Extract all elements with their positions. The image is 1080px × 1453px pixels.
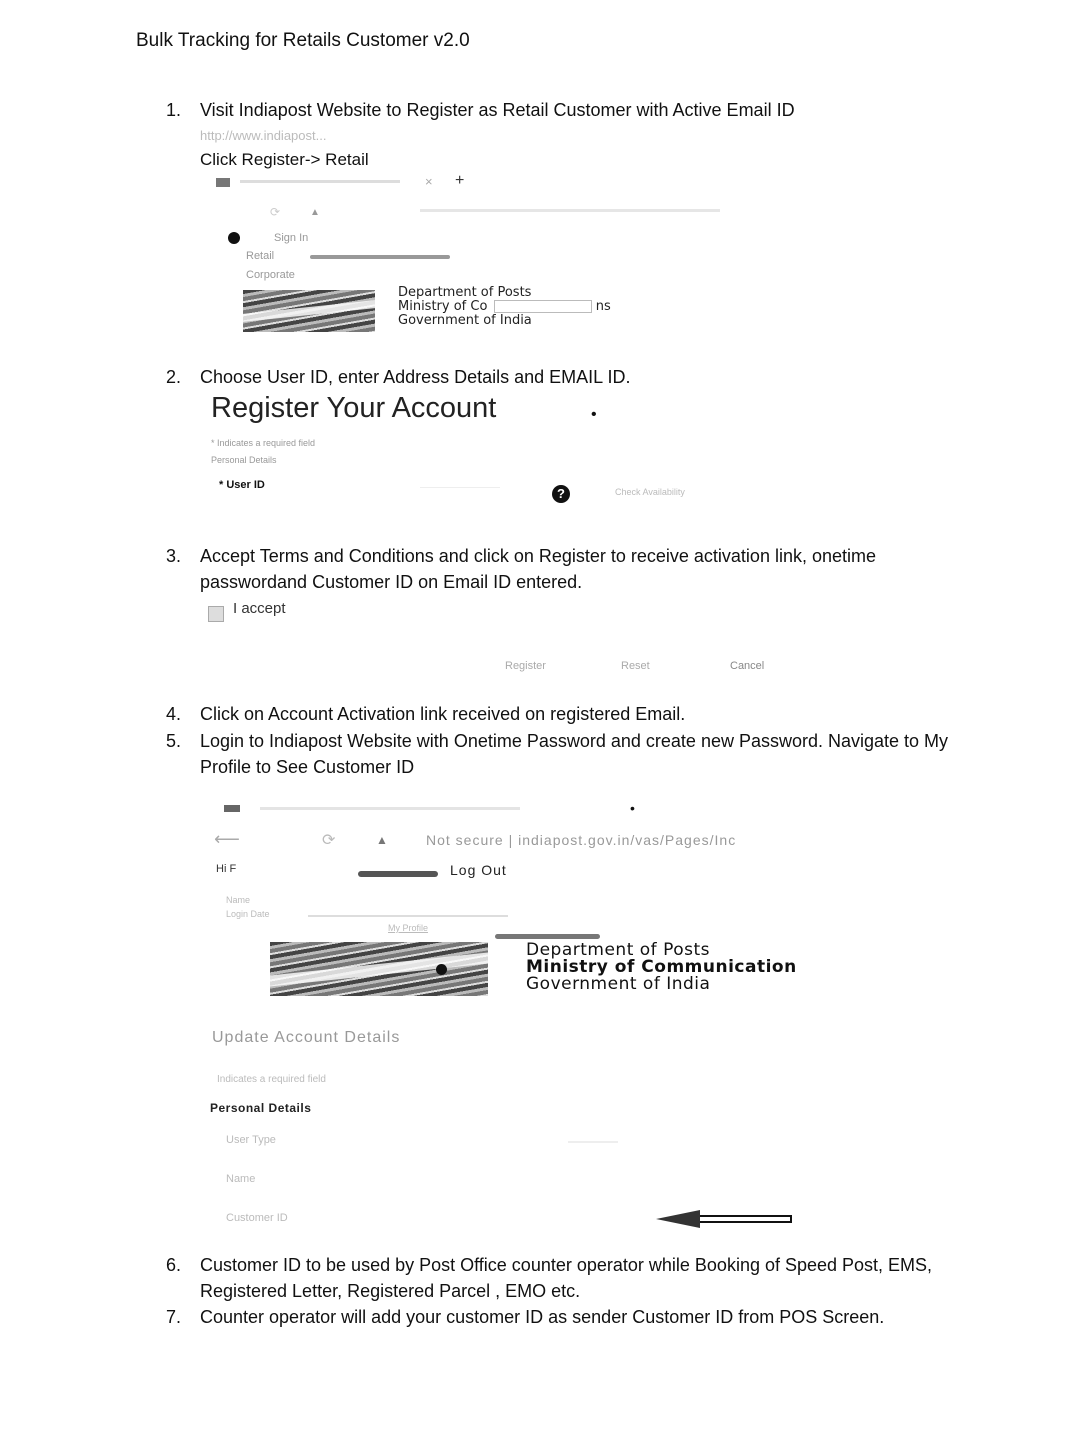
back-icon[interactable]: ⟵ (214, 829, 240, 849)
screenshot-accept (205, 598, 805, 683)
dept-line-2: Ministry of Co (398, 299, 488, 314)
screenshot-profile (210, 795, 910, 1235)
step-text: Visit Indiapost Website to Register as Retail Customer with Active Email ID (200, 100, 795, 120)
arrow-to-customer-id (656, 1214, 794, 1224)
name-field-label: Name (226, 1173, 256, 1185)
user-id-label: * User ID (219, 479, 265, 491)
user-id-input[interactable] (420, 487, 500, 488)
dept-text (526, 942, 797, 993)
corporate-link: Corporate (246, 269, 295, 281)
login-date-label: Login Date (226, 909, 270, 919)
login-date-value (308, 915, 508, 917)
address-bar[interactable]: Not secure | indiapost.gov.in/vas/Pages/Inc (426, 832, 737, 848)
required-note: Indicates a required field (217, 1074, 326, 1085)
tab-dot: • (630, 800, 635, 816)
step-number: 5. (166, 731, 182, 751)
personal-details-label: Personal Details (211, 455, 277, 465)
screenshot-register (205, 392, 845, 522)
step-number: 6. (166, 1255, 182, 1275)
close-tab-icon: × (425, 174, 433, 189)
tab-title (260, 807, 520, 810)
step-number: 7. (166, 1307, 182, 1327)
personal-details-label: Personal Details (210, 1101, 312, 1115)
accept-checkbox[interactable] (208, 606, 224, 622)
dot-mark: • (591, 406, 597, 423)
user-type-label: User Type (226, 1134, 276, 1146)
dept-line-2-end: ns (595, 299, 611, 314)
address-bar (420, 209, 720, 212)
india-post-logo (270, 942, 488, 996)
step-text: Accept Terms and Conditions and click on Register to receive activation link, onetime passwordand Customer ID on Email ID entered. (200, 546, 877, 592)
dept-line-1: Department of Posts (398, 285, 532, 300)
step-number: 1. (166, 100, 182, 120)
reset-button[interactable]: Reset (621, 660, 650, 672)
step-number: 2. (166, 367, 182, 387)
tab-icon (224, 805, 240, 812)
sign-in-link: Sign In (274, 232, 309, 244)
cancel-button[interactable]: Cancel (730, 660, 765, 672)
logout-link[interactable]: Log Out (450, 862, 507, 878)
screenshot-signin (210, 172, 730, 342)
step-number: 4. (166, 704, 182, 724)
step-text: Click on Account Activation link received on registered Email. (200, 704, 686, 724)
arrow-to-retail (310, 255, 450, 259)
logo-dot (436, 964, 447, 975)
register-heading: Register Your Account (211, 392, 497, 424)
dept-line-2: Ministry of Communication (526, 957, 797, 977)
reload-icon: ⟳ (270, 205, 281, 219)
accept-label: I accept (233, 600, 286, 617)
user-icon (228, 232, 240, 244)
greeting: Hi F (216, 863, 237, 875)
tooltip-overlay (494, 300, 592, 313)
step-text: Login to Indiapost Website with Onetime Password and create new Password. Navigate to My Profile to See Customer ID (200, 731, 949, 777)
step-text: Counter operator will add your customer ID as sender Customer ID from POS Screen. (200, 1307, 885, 1327)
dept-line-1: Department of Posts (526, 940, 710, 960)
customer-id-label: Customer ID (226, 1212, 288, 1224)
help-icon[interactable]: ? (552, 485, 570, 503)
name-label: Name (226, 895, 251, 905)
my-profile-link[interactable]: My Profile (388, 923, 429, 933)
tab-title (240, 180, 400, 183)
step-text: Choose User ID, enter Address Details and EMAIL ID. (200, 367, 631, 387)
step-text: Customer ID to be used by Post Office counter operator while Booking of Speed Post, EMS, Registered Letter, Registered Parcel , EMO etc. (200, 1255, 933, 1301)
dept-text (398, 286, 611, 328)
user-type-value (568, 1141, 618, 1143)
register-button[interactable]: Register (505, 660, 546, 672)
reload-icon[interactable]: ⟳ (322, 832, 336, 849)
step-number: 3. (166, 546, 182, 566)
india-post-logo (243, 290, 375, 332)
dept-line-3: Government of India (398, 313, 532, 328)
new-tab-icon: + (455, 172, 465, 189)
dept-line-3: Government of India (526, 974, 711, 994)
retail-link: Retail (246, 250, 275, 262)
required-note: * Indicates a required field (211, 438, 316, 448)
indiapost-url: http://www.indiapost... (200, 128, 327, 143)
click-register-instruction: Click Register-> Retail (200, 150, 369, 169)
update-account-heading: Update Account Details (212, 1029, 401, 1046)
tab-icon (216, 178, 230, 187)
not-secure-icon: ▲ (310, 207, 320, 218)
document-title: Bulk Tracking for Retails Customer v2.0 (136, 30, 470, 51)
warning-icon: ▲ (376, 833, 388, 847)
arrow-to-my-profile (495, 934, 600, 939)
arrow-to-logout (358, 871, 438, 877)
check-availability-link[interactable]: Check Availability (615, 487, 685, 497)
